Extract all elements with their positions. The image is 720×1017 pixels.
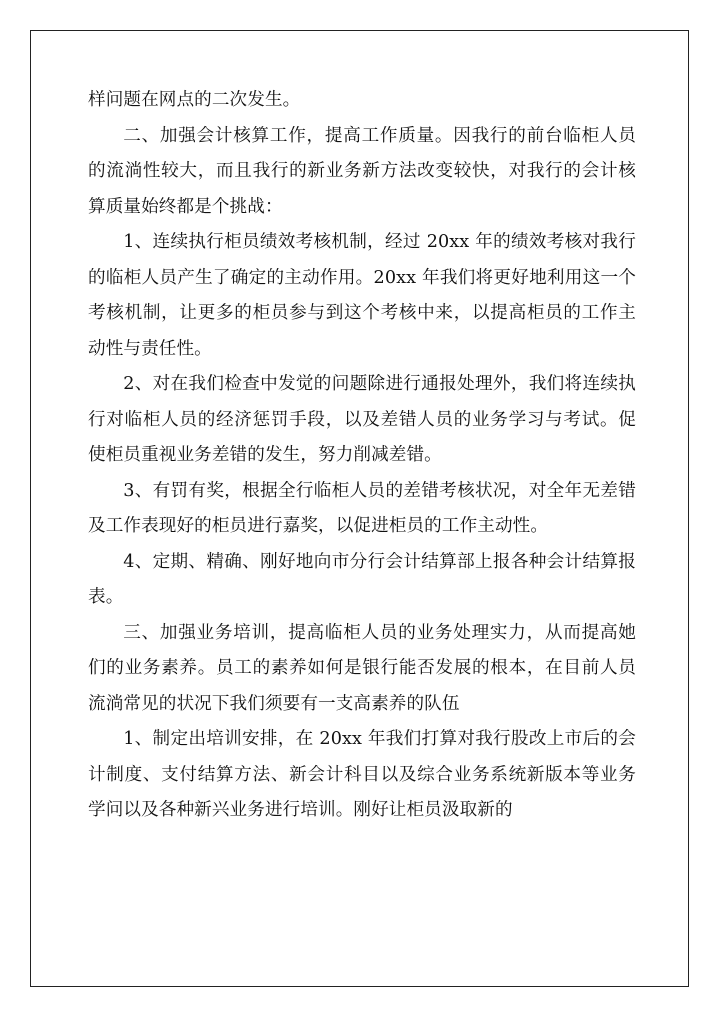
paragraph-item-4: 4、定期、精确、刚好地向市分行会计结算部上报各种会计结算报表。: [88, 551, 636, 607]
paragraph-section-three: 三、加强业务培训，提高临柜人员的业务处理实力，从而提高她们的业务素养。员工的素养如何是银行能否发展的根本，在目前人员流淌常见的状况下我们须要有一支高素养的队伍: [88, 622, 636, 714]
paragraph-section-two: 二、加强会计核算工作，提高工作质量。因我行的前台临柜人员的流淌性较大，而且我行的新业务新方法改变较快，对我行的会计核算质量始终都是个挑战：: [88, 125, 636, 217]
document-body: [88, 83, 636, 829]
paragraph-item-2: 2、对在我们检查中发觉的问题除进行通报处理外，我们将连续执行对临柜人员的经济惩罚手段，以及差错人员的业务学习与考试。促使柜员重视业务差错的发生，努力削减差错。: [88, 374, 636, 465]
paragraph-training-item-1: 1、制定出培训安排，在 20xx 年我们打算对我行股改上市后的会计制度、支付结算方法、新会计科目以及综合业务系统新版本等业务学问以及各种新兴业务进行培训。刚好让柜员汲取新的: [88, 729, 636, 820]
paragraph-item-1: 1、连续执行柜员绩效考核机制，经过 20xx 年的绩效考核对我行的临柜人员产生了确定的主动作用。20xx 年我们将更好地利用这一个考核机制，让更多的柜员参与到这个考核中来，以提高柜员的工作主动性与责任性。: [88, 232, 636, 359]
paragraph-continuation: 样问题在网点的二次发生。: [88, 90, 301, 110]
paragraph-item-3: 3、有罚有奖，根据全行临柜人员的差错考核状况，对全年无差错及工作表现好的柜员进行嘉奖，以促进柜员的工作主动性。: [88, 480, 636, 536]
